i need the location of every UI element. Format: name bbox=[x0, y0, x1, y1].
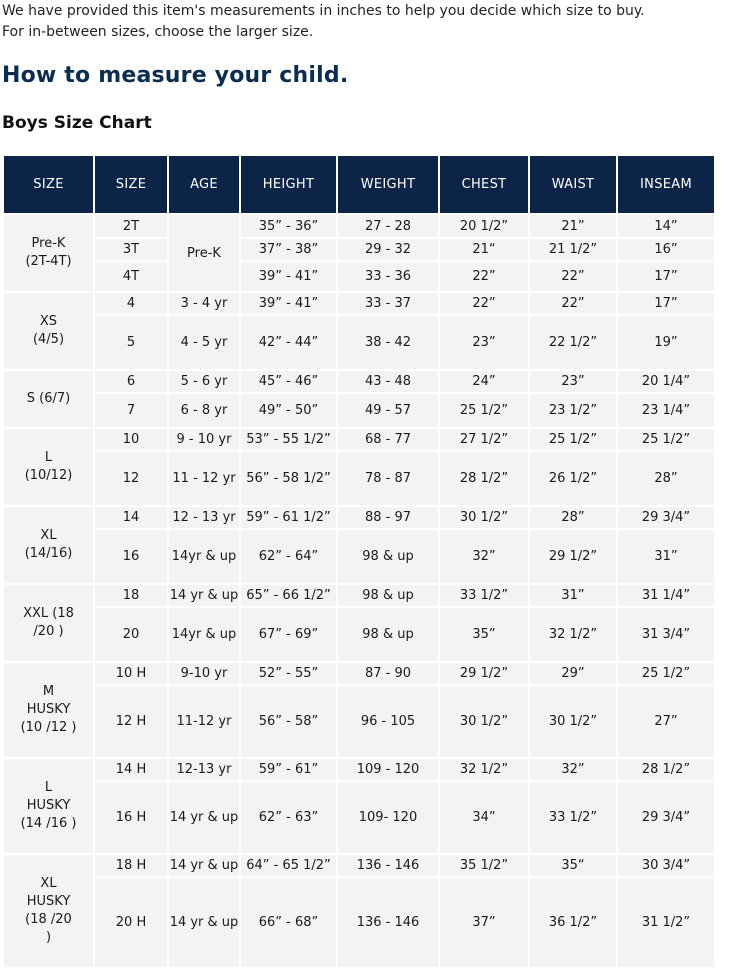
header-waist: WAIST bbox=[530, 156, 616, 213]
size-cell: 14 bbox=[95, 505, 167, 528]
height-cell: 35” - 36” bbox=[241, 213, 336, 237]
height-cell: 65” - 66 1/2” bbox=[241, 583, 336, 606]
table-row bbox=[4, 392, 714, 427]
size-chart-title: Boys Size Chart bbox=[2, 113, 152, 133]
waist-cell: 21” bbox=[530, 213, 616, 237]
height-cell: 42” - 44” bbox=[241, 314, 336, 369]
size-cell: 5 bbox=[95, 314, 167, 369]
waist-cell: 32” bbox=[530, 757, 616, 780]
size-group-label: XL (14/16) bbox=[4, 505, 93, 583]
table-row bbox=[4, 450, 714, 505]
inseam-cell: 20 1/4” bbox=[618, 369, 714, 392]
size-cell: 14 H bbox=[95, 757, 167, 780]
header-size-group: SIZE bbox=[4, 156, 93, 213]
waist-cell: 25 1/2” bbox=[530, 427, 616, 450]
age-cell: 5 - 6 yr bbox=[169, 369, 239, 392]
age-cell: 14 yr & up bbox=[169, 583, 239, 606]
table-row bbox=[4, 853, 714, 876]
size-cell: 18 H bbox=[95, 853, 167, 876]
height-cell: 59” - 61” bbox=[241, 757, 336, 780]
table-row bbox=[4, 606, 714, 661]
waist-cell: 35“ bbox=[530, 853, 616, 876]
inseam-cell: 30 3/4” bbox=[618, 853, 714, 876]
size-group-label: L (10/12) bbox=[4, 427, 93, 505]
size-group-label: Pre-K (2T-4T) bbox=[4, 213, 93, 291]
weight-cell: 98 & up bbox=[338, 606, 438, 661]
weight-cell: 29 - 32 bbox=[338, 237, 438, 260]
age-cell: 12-13 yr bbox=[169, 757, 239, 780]
intro-text bbox=[2, 1, 746, 43]
size-cell: 20 H bbox=[95, 876, 167, 967]
age-cell: Pre-K bbox=[169, 213, 239, 291]
chest-cell: 37” bbox=[440, 876, 528, 967]
table-row bbox=[4, 237, 714, 260]
weight-cell: 27 - 28 bbox=[338, 213, 438, 237]
table-row bbox=[4, 260, 714, 291]
table-row bbox=[4, 684, 714, 757]
size-cell: 6 bbox=[95, 369, 167, 392]
height-cell: 39” - 41” bbox=[241, 260, 336, 291]
inseam-cell: 19” bbox=[618, 314, 714, 369]
chest-cell: 34” bbox=[440, 780, 528, 853]
inseam-cell: 28” bbox=[618, 450, 714, 505]
size-cell: 2T bbox=[95, 213, 167, 237]
height-cell: 59” - 61 1/2” bbox=[241, 505, 336, 528]
waist-cell: 29” bbox=[530, 661, 616, 684]
inseam-cell: 31 1/4” bbox=[618, 583, 714, 606]
inseam-cell: 31 1/2” bbox=[618, 876, 714, 967]
weight-cell: 33 - 36 bbox=[338, 260, 438, 291]
weight-cell: 43 - 48 bbox=[338, 369, 438, 392]
waist-cell: 30 1/2” bbox=[530, 684, 616, 757]
table-row bbox=[4, 505, 714, 528]
age-cell: 9 - 10 yr bbox=[169, 427, 239, 450]
chest-cell: 20 1/2” bbox=[440, 213, 528, 237]
age-cell: 14 yr & up bbox=[169, 876, 239, 967]
weight-cell: 136 - 146 bbox=[338, 853, 438, 876]
inseam-cell: 28 1/2” bbox=[618, 757, 714, 780]
age-cell: 14yr & up bbox=[169, 606, 239, 661]
height-cell: 56” - 58 1/2” bbox=[241, 450, 336, 505]
table-row bbox=[4, 583, 714, 606]
weight-cell: 88 - 97 bbox=[338, 505, 438, 528]
age-cell: 14 yr & up bbox=[169, 780, 239, 853]
chest-cell: 23” bbox=[440, 314, 528, 369]
size-chart-body bbox=[4, 213, 714, 967]
waist-cell: 22” bbox=[530, 291, 616, 314]
size-cell: 4T bbox=[95, 260, 167, 291]
waist-cell: 28” bbox=[530, 505, 616, 528]
age-cell: 14 yr & up bbox=[169, 853, 239, 876]
age-cell: 11 - 12 yr bbox=[169, 450, 239, 505]
chest-cell: 22” bbox=[440, 291, 528, 314]
waist-cell: 22 1/2” bbox=[530, 314, 616, 369]
chest-cell: 30 1/2” bbox=[440, 505, 528, 528]
height-cell: 62” - 63” bbox=[241, 780, 336, 853]
chest-cell: 32” bbox=[440, 528, 528, 583]
chest-cell: 27 1/2” bbox=[440, 427, 528, 450]
intro-line-2: For in-between sizes, choose the larger size. bbox=[2, 24, 314, 40]
chest-cell: 33 1/2” bbox=[440, 583, 528, 606]
weight-cell: 38 - 42 bbox=[338, 314, 438, 369]
waist-cell: 31” bbox=[530, 583, 616, 606]
waist-cell: 29 1/2” bbox=[530, 528, 616, 583]
waist-cell: 32 1/2” bbox=[530, 606, 616, 661]
boys-size-chart bbox=[2, 156, 716, 967]
age-cell: 11-12 yr bbox=[169, 684, 239, 757]
header-size: SIZE bbox=[95, 156, 167, 213]
height-cell: 67” - 69” bbox=[241, 606, 336, 661]
chest-cell: 24” bbox=[440, 369, 528, 392]
size-cell: 20 bbox=[95, 606, 167, 661]
header-age: AGE bbox=[169, 156, 239, 213]
height-cell: 64” - 65 1/2” bbox=[241, 853, 336, 876]
header-weight: WEIGHT bbox=[338, 156, 438, 213]
height-cell: 39” - 41” bbox=[241, 291, 336, 314]
height-cell: 49” - 50” bbox=[241, 392, 336, 427]
size-cell: 10 H bbox=[95, 661, 167, 684]
weight-cell: 33 - 37 bbox=[338, 291, 438, 314]
height-cell: 53” - 55 1/2” bbox=[241, 427, 336, 450]
age-cell: 4 - 5 yr bbox=[169, 314, 239, 369]
chest-cell: 21“ bbox=[440, 237, 528, 260]
chest-cell: 22” bbox=[440, 260, 528, 291]
table-row bbox=[4, 528, 714, 583]
table-row bbox=[4, 291, 714, 314]
header-height: HEIGHT bbox=[241, 156, 336, 213]
size-cell: 16 bbox=[95, 528, 167, 583]
age-cell: 12 - 13 yr bbox=[169, 505, 239, 528]
weight-cell: 98 & up bbox=[338, 528, 438, 583]
size-group-label: S (6/7) bbox=[4, 369, 93, 427]
height-cell: 52” - 55” bbox=[241, 661, 336, 684]
inseam-cell: 29 3/4” bbox=[618, 780, 714, 853]
size-cell: 18 bbox=[95, 583, 167, 606]
size-group-label: XS (4/5) bbox=[4, 291, 93, 369]
chest-cell: 35 1/2” bbox=[440, 853, 528, 876]
size-group-label: M HUSKY (10 /12 ) bbox=[4, 661, 93, 757]
size-cell: 12 bbox=[95, 450, 167, 505]
inseam-cell: 17” bbox=[618, 260, 714, 291]
inseam-cell: 25 1/2” bbox=[618, 427, 714, 450]
inseam-cell: 23 1/4” bbox=[618, 392, 714, 427]
weight-cell: 109- 120 bbox=[338, 780, 438, 853]
waist-cell: 36 1/2” bbox=[530, 876, 616, 967]
height-cell: 45” - 46” bbox=[241, 369, 336, 392]
height-cell: 62” - 64” bbox=[241, 528, 336, 583]
inseam-cell: 31” bbox=[618, 528, 714, 583]
table-row bbox=[4, 780, 714, 853]
inseam-cell: 25 1/2” bbox=[618, 661, 714, 684]
header-row bbox=[4, 156, 714, 213]
table-row bbox=[4, 876, 714, 967]
waist-cell: 22” bbox=[530, 260, 616, 291]
waist-cell: 26 1/2” bbox=[530, 450, 616, 505]
chest-cell: 28 1/2” bbox=[440, 450, 528, 505]
inseam-cell: 14” bbox=[618, 213, 714, 237]
chest-cell: 30 1/2” bbox=[440, 684, 528, 757]
size-cell: 16 H bbox=[95, 780, 167, 853]
intro-line-1: We have provided this item's measurements in inches to help you decide which size to buy. bbox=[2, 3, 645, 19]
inseam-cell: 31 3/4” bbox=[618, 606, 714, 661]
table-row bbox=[4, 213, 714, 237]
waist-cell: 23” bbox=[530, 369, 616, 392]
size-cell: 10 bbox=[95, 427, 167, 450]
table-row bbox=[4, 427, 714, 450]
height-cell: 37” - 38” bbox=[241, 237, 336, 260]
waist-cell: 21 1/2” bbox=[530, 237, 616, 260]
chest-cell: 32 1/2” bbox=[440, 757, 528, 780]
size-cell: 3T bbox=[95, 237, 167, 260]
age-cell: 9-10 yr bbox=[169, 661, 239, 684]
inseam-cell: 17” bbox=[618, 291, 714, 314]
weight-cell: 98 & up bbox=[338, 583, 438, 606]
header-chest: CHEST bbox=[440, 156, 528, 213]
waist-cell: 23 1/2” bbox=[530, 392, 616, 427]
size-cell: 4 bbox=[95, 291, 167, 314]
table-row bbox=[4, 757, 714, 780]
height-cell: 56” - 58” bbox=[241, 684, 336, 757]
size-group-label: L HUSKY (14 /16 ) bbox=[4, 757, 93, 853]
weight-cell: 78 - 87 bbox=[338, 450, 438, 505]
inseam-cell: 16” bbox=[618, 237, 714, 260]
table-row bbox=[4, 369, 714, 392]
size-cell: 7 bbox=[95, 392, 167, 427]
weight-cell: 87 - 90 bbox=[338, 661, 438, 684]
weight-cell: 68 - 77 bbox=[338, 427, 438, 450]
age-cell: 14yr & up bbox=[169, 528, 239, 583]
header-inseam: INSEAM bbox=[618, 156, 714, 213]
size-group-label: XXL (18 /20 ) bbox=[4, 583, 93, 661]
age-cell: 6 - 8 yr bbox=[169, 392, 239, 427]
chest-cell: 25 1/2” bbox=[440, 392, 528, 427]
age-cell: 3 - 4 yr bbox=[169, 291, 239, 314]
weight-cell: 136 - 146 bbox=[338, 876, 438, 967]
waist-cell: 33 1/2” bbox=[530, 780, 616, 853]
weight-cell: 109 - 120 bbox=[338, 757, 438, 780]
table-row bbox=[4, 314, 714, 369]
size-cell: 12 H bbox=[95, 684, 167, 757]
size-group-label: XL HUSKY (18 /20 ) bbox=[4, 853, 93, 967]
height-cell: 66” - 68” bbox=[241, 876, 336, 967]
weight-cell: 49 - 57 bbox=[338, 392, 438, 427]
chest-cell: 35” bbox=[440, 606, 528, 661]
chest-cell: 29 1/2” bbox=[440, 661, 528, 684]
page-heading: How to measure your child. bbox=[2, 63, 349, 88]
inseam-cell: 27” bbox=[618, 684, 714, 757]
table-row bbox=[4, 661, 714, 684]
weight-cell: 96 - 105 bbox=[338, 684, 438, 757]
inseam-cell: 29 3/4” bbox=[618, 505, 714, 528]
